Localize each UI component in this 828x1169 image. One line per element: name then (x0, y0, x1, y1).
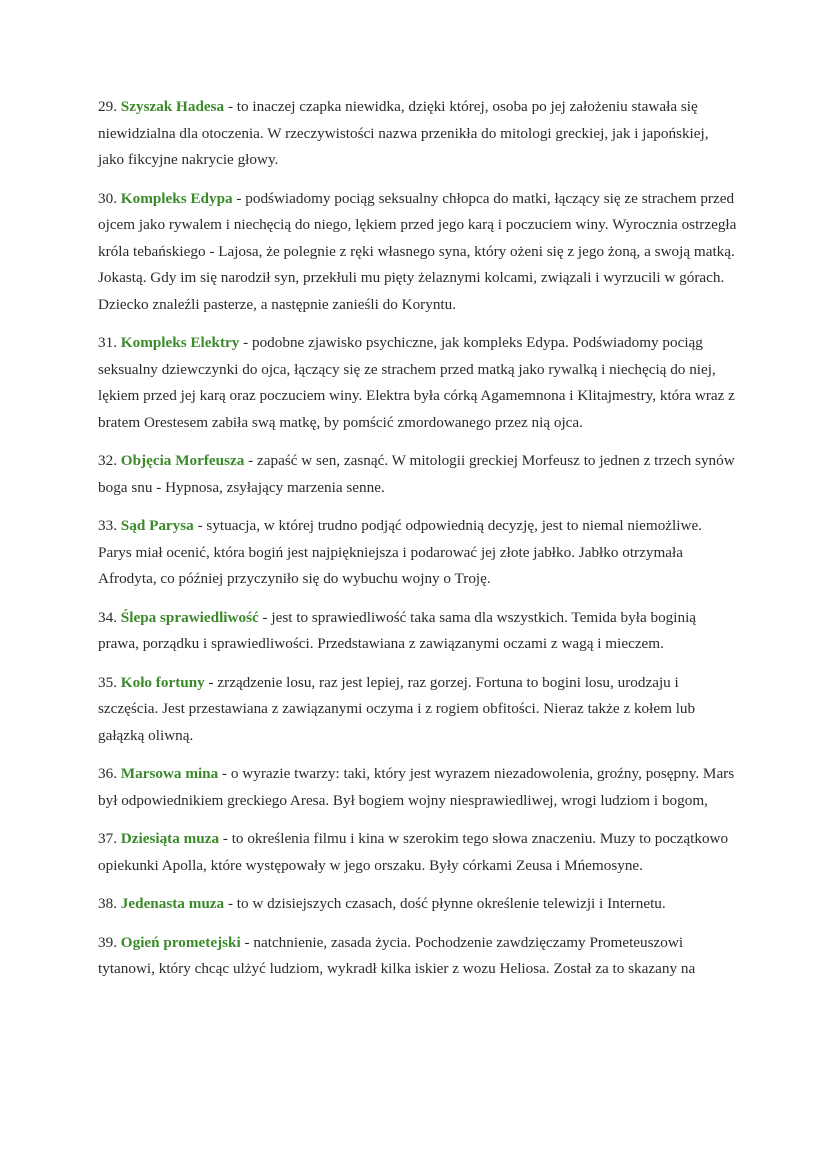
entry-definition: - zapaść w sen, zasnąć. W mitologii greckiej Morfeusz to jednen z trzech synów boga snu - Hypnosa, zsyłający marzenia senne. (98, 452, 735, 496)
entry-number: 31. (98, 334, 117, 351)
entry-definition: - o wyrazie twarzy: taki, który jest wyrazem niezadowolenia, groźny, posępny. Mars był odpowiednikiem greckiego Aresa. Był bogiem wojny niesprawiedliwej, wrogi ludziom i bogom, (98, 765, 735, 809)
entry-definition: - podobne zjawisko psychiczne, jak kompleks Edypa. Podświadomy pociąg seksualny dziewczynki do ojca, łączący się ze strachem przed matką jako rywalką i niechęcią do niej, lękiem przed jej karą oraz poczuciem winy. Elektra była córką Agamemnona i Klitajmestry, która wraz z bratem Orestesem zabiła swą matkę, by pomścić zmordowanego przez nią ojca. (98, 334, 735, 431)
entry-term: Sąd Parysa (120, 517, 194, 534)
entry-number: 37. (98, 830, 117, 847)
entry-term: Dziesiąta muza (120, 830, 220, 847)
entry-number: 32. (98, 452, 117, 469)
entry-definition: - natchnienie, zasada życia. Pochodzenie zawdzięczamy Prometeuszowi tytanowi, który chcąc ulżyć ludziom, wykradł kilka iskier z wozu Heliosa. Został za to skazany na (98, 933, 696, 977)
entry-35 (98, 670, 738, 750)
entry-term: Ślepa sprawiedliwość (120, 608, 259, 626)
entry-definition: - to inaczej czapka niewidka, dzięki której, osoba po jej założeniu stawała się niewidzialna dla otoczenia. W rzeczywistości nazwa przenikła do mitologi greckiej, jak i japońskiej, jako fikcyjne nakrycie głowy. (98, 98, 709, 168)
entry-number: 36. (98, 765, 117, 782)
entry-term: Kompleks Elektry (120, 334, 240, 351)
entry-term: Szyszak Hadesa (120, 98, 225, 115)
entry-number: 38. (98, 895, 117, 912)
entry-number: 34. (98, 608, 117, 626)
entry-39 (98, 930, 738, 983)
entry-term: Objęcia Morfeusza (120, 452, 245, 469)
entry-definition: - podświadomy pociąg seksualny chłopca do matki, łączący się ze strachem przed ojcem jako rywalem i niechęcią do niego, lękiem przed jego karą i poczuciem winy. Wyrocznia ostrzegła króla tebańskiego - Lajosa, że polegnie z ręki własnego syna, który ożeni się z jego żoną, a swoją matką. Jokastą. Gdy im się narodził syn, przekłuli mu pięty żelaznymi kolcami, związali i wyrzucili w górach. Dziecko znaleźli pasterze, a następnie zanieśli do Koryntu. (98, 189, 737, 313)
entry-definition: - to w dzisiejszych czasach, dość płynne określenie telewizji i Internetu. (227, 895, 666, 912)
entry-definition: - to określenia filmu i kina w szerokim tego słowa znaczeniu. Muzy to początkowo opiekunki Apolla, które występowały w jego orszaku. Były córkami Zeusa i Mńemosyne. (98, 830, 729, 874)
entry-36 (98, 761, 738, 814)
entry-definition: - jest to sprawiedliwość taka sama dla wszystkich. Temida była boginią prawa, porządku i sprawiedliwości. Przedstawiana z zawiązanymi oczami z wagą i mieczem. (98, 608, 697, 652)
entry-term: Jedenasta muza (120, 895, 225, 912)
entry-30 (98, 186, 738, 319)
entry-32 (98, 448, 738, 501)
entry-number: 39. (98, 933, 117, 951)
entry-34 (98, 605, 738, 658)
entry-number: 35. (98, 673, 117, 691)
entry-38 (98, 891, 738, 918)
entry-29 (98, 94, 738, 174)
entry-term: Marsowa mina (120, 765, 219, 782)
entry-31 (98, 330, 738, 436)
entry-definition: - zrządzenie losu, raz jest lepiej, raz gorzej. Fortuna to bogini losu, urodzaju i szczęścia. Jest przestawiana z zawiązanymi oczyma i z rogiem obfitości. Nieraz także z kołem lub gałązką oliwną. (98, 673, 696, 744)
entry-term: Kompleks Edypa (120, 189, 233, 207)
entry-term: Koło fortuny (120, 673, 205, 691)
entry-term: Ogień prometejski (120, 933, 241, 951)
entry-number: 29. (98, 98, 117, 115)
entry-definition: - sytuacja, w której trudno podjąć odpowiednią decyzję, jest to niemal niemożliwe. Parys miał ocenić, która bogiń jest najpiękniejsza i podarować jej złote jabłko. Jabłko otrzymała Afrodyta, co później przyczyniło się do wybuchu wojny o Troję. (98, 517, 702, 587)
entry-number: 30. (98, 189, 117, 207)
entry-number: 33. (98, 517, 117, 534)
entry-list (98, 94, 738, 995)
entry-33 (98, 513, 738, 593)
entry-37 (98, 826, 738, 879)
